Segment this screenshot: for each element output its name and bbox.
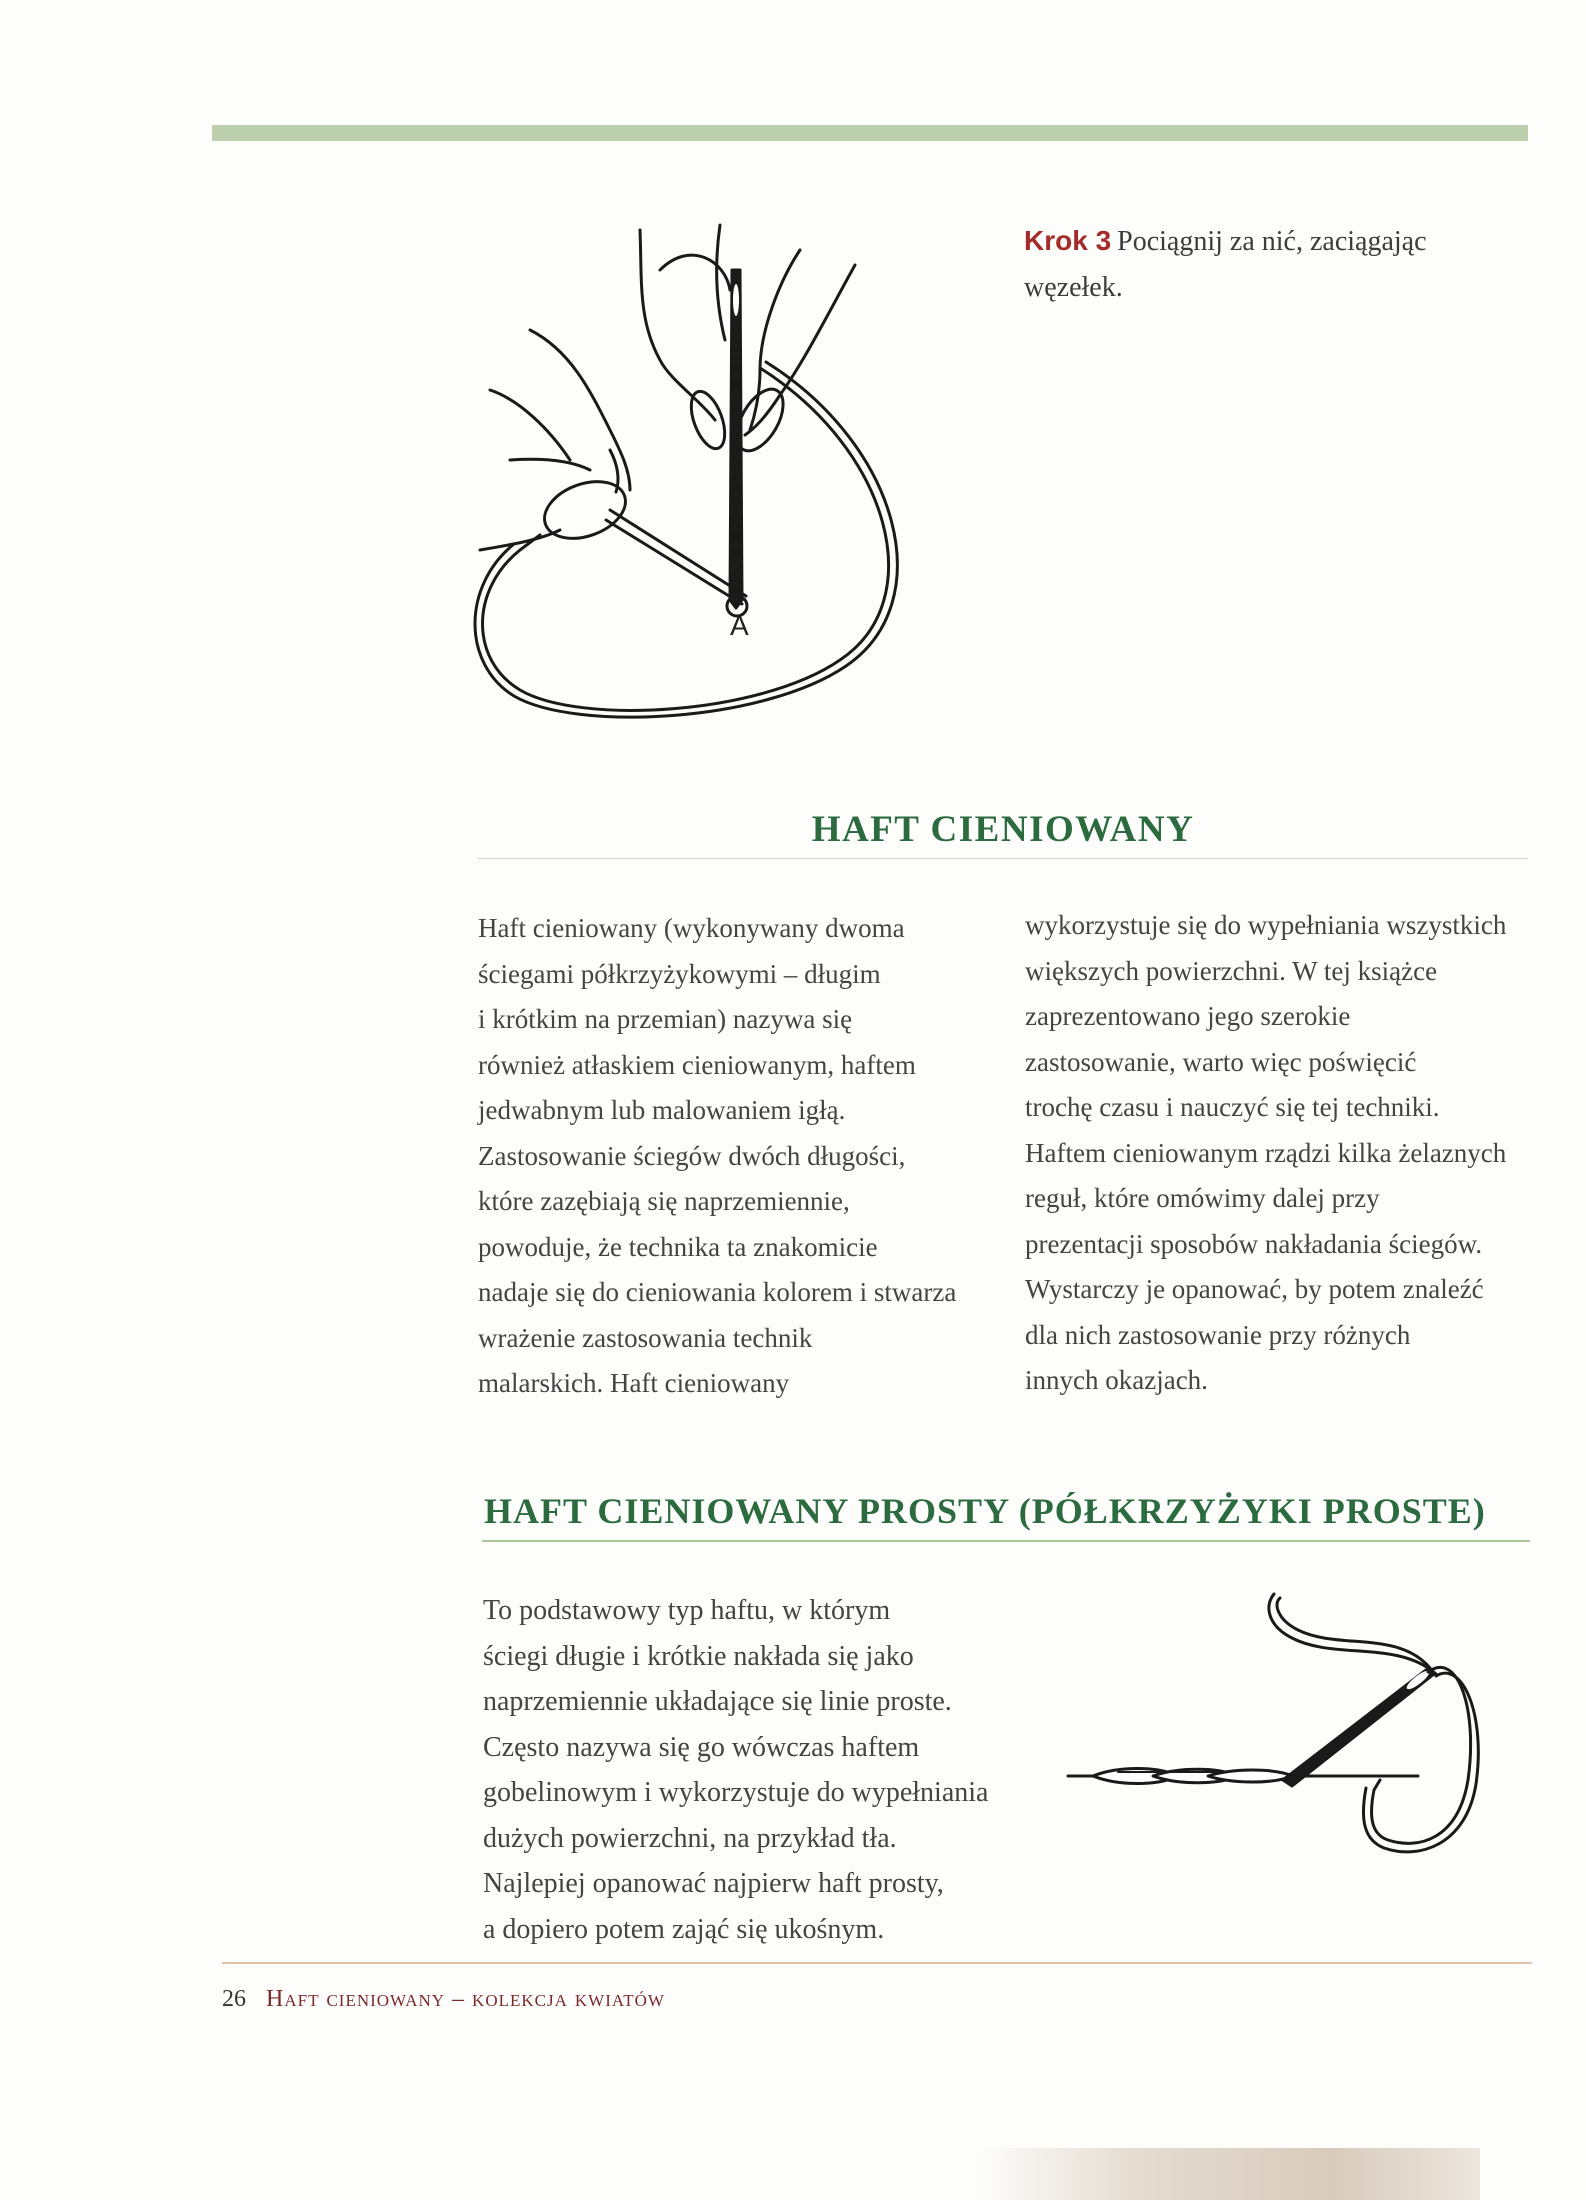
body-line: dużych powierzchni, na przykład tła.	[483, 1822, 897, 1854]
body-line: jedwabnym lub malowaniem igłą.	[478, 1095, 846, 1125]
body-line: również atłaskiem cieniowanym, haftem	[478, 1049, 916, 1080]
body-line: To podstawowy typ haftu, w którym	[483, 1595, 891, 1626]
body-line: innych okazjach.	[1025, 1365, 1208, 1395]
body-line: gobelinowym i wykorzystuje do wypełniania	[483, 1777, 989, 1808]
body-line: Haftem cieniowanym rządzi kilka żelaznych	[1025, 1137, 1507, 1168]
body-line: które zazębiają się naprzemiennie,	[478, 1186, 850, 1216]
body-line: Haft cieniowany (wykonywany dwoma	[478, 913, 905, 943]
body-line: a dopiero potem zająć się ukośnym.	[483, 1913, 885, 1945]
body-line: powoduje, że technika ta znakomicie	[478, 1231, 878, 1262]
body-line: ściegami półkrzyżykowymi – długim	[478, 958, 881, 989]
body-line: reguł, które omówimy dalej przy	[1025, 1183, 1380, 1213]
body-line: zaprezentowano jego szerokie	[1025, 1001, 1351, 1031]
footer-rule	[222, 1962, 1532, 1964]
point-label-a: A	[730, 610, 749, 641]
top-decorative-band	[212, 125, 1528, 141]
section2-body	[483, 1588, 1043, 1952]
body-line: Często nazywa się go wówczas haftem	[483, 1731, 920, 1763]
section2-title-rule	[482, 1540, 1530, 1542]
body-line: Zastosowanie ściegów dwóch długości,	[478, 1140, 906, 1171]
body-line: nadaje się do cieniowania kolorem i stwarza	[478, 1277, 957, 1307]
body-line: Najlepiej opanować najpierw haft prosty,	[483, 1868, 944, 1899]
section-title-rule	[478, 858, 1528, 859]
body-line: Wystarczy je opanować, by potem znaleźć	[1025, 1274, 1484, 1304]
section-title-haft-prosty: HAFT CIENIOWANY PROSTY (PÓŁKRZYŻYKI PROSTE)	[484, 1491, 1486, 1531]
page-number: 26	[222, 1986, 246, 2012]
step-caption	[1024, 218, 1484, 311]
body-line: prezentacji sposobów nakładania ściegów.	[1025, 1228, 1483, 1259]
body-line: naprzemiennie układające się linie proste.	[483, 1686, 952, 1717]
body-line: większych powierzchni. W tej książce	[1025, 955, 1438, 986]
body-line: wykorzystuje się do wypełniania wszystkich	[1025, 910, 1507, 940]
page-footer	[222, 1986, 665, 2013]
running-title: Haft cieniowany – kolekcja kwiatów	[266, 1986, 665, 2012]
scan-edge-shadow	[980, 2148, 1480, 2200]
section1-column-left	[478, 906, 998, 1407]
body-line: i krótkim na przemian) nazywa się	[478, 1004, 853, 1034]
body-line: trochę czasu i nauczyć się tej techniki.	[1025, 1092, 1440, 1122]
straight-stitch-needle-illustration	[1058, 1590, 1498, 1890]
step-text: Pociągnij za nić, zaciągając węzełek.	[1024, 226, 1427, 303]
section1-column-right	[1025, 903, 1545, 1404]
body-line: malarskich. Haft cieniowany	[478, 1368, 790, 1398]
hand-needle-illustration	[460, 220, 960, 740]
step-label: Krok 3	[1024, 225, 1112, 256]
body-line: ściegi długie i krótkie nakłada się jako	[483, 1640, 914, 1672]
body-line: dla nich zastosowanie przy różnych	[1025, 1319, 1411, 1350]
body-line: wrażenie zastosowania technik	[478, 1322, 813, 1353]
body-line: zastosowanie, warto więc poświęcić	[1025, 1046, 1417, 1077]
section-title-haft-cieniowany: HAFT CIENIOWANY	[811, 809, 1195, 850]
